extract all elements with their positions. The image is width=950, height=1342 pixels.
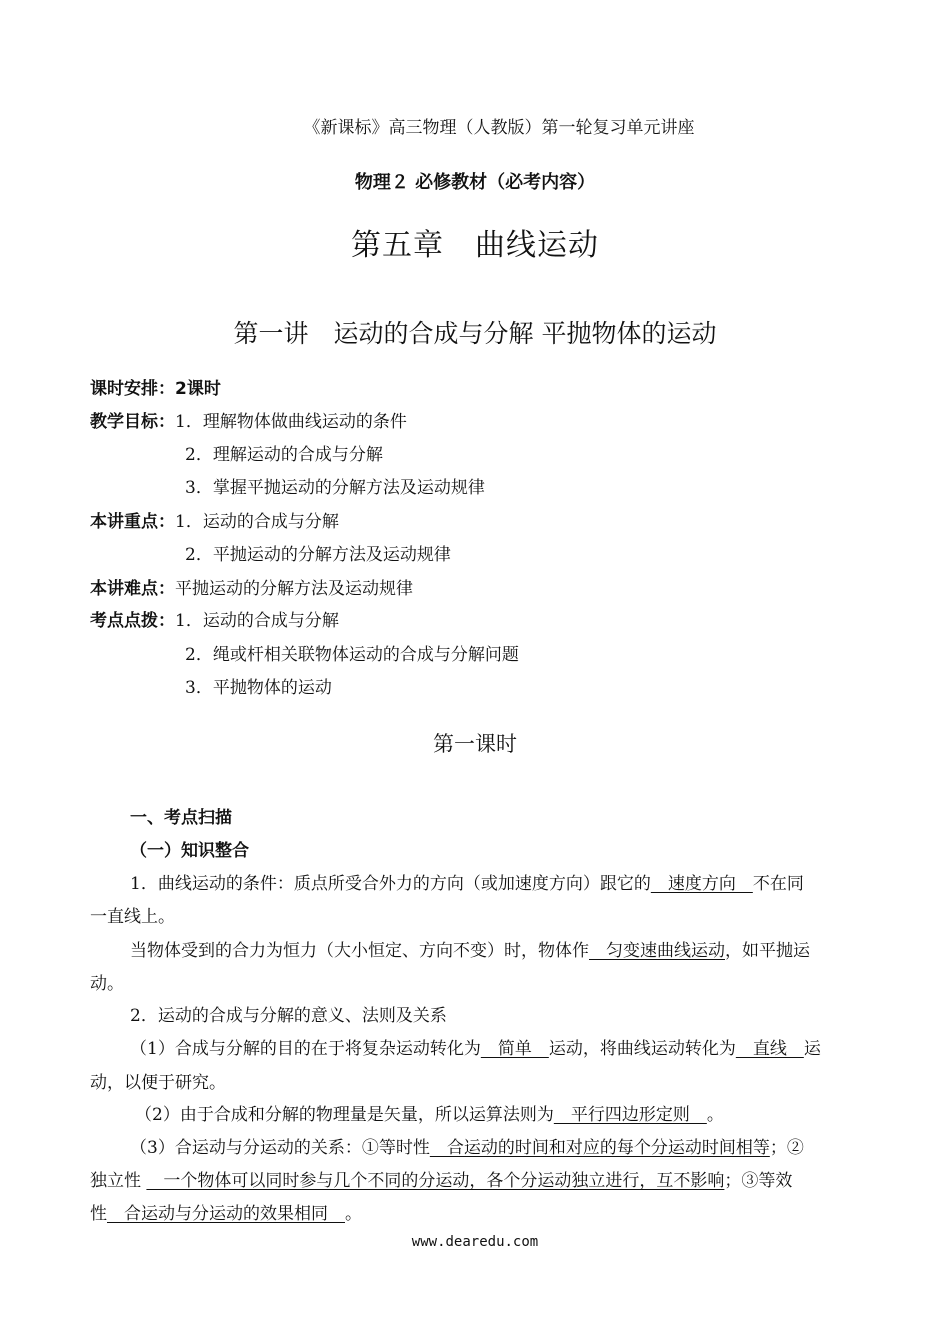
text-span: （2）由于合成和分解的物理量是矢量，所以运算法则为 <box>135 1105 554 1125</box>
paragraph-line <box>130 1133 804 1158</box>
paragraph-line <box>130 1034 821 1059</box>
points-label: 考点点拨： <box>90 611 175 631</box>
paragraph-line <box>130 936 810 961</box>
subsection-heading: （一）知识整合 <box>130 841 249 861</box>
focus-item: 2．平抛运动的分解方法及运动规律 <box>185 545 451 565</box>
paragraph-line: 2．运动的合成与分解的意义、法则及关系 <box>130 1006 447 1026</box>
difficulty-row <box>90 574 413 599</box>
lecture-title: 第一讲 运动的合成与分解 平抛物体的运动 <box>233 319 717 348</box>
answer-blank: 合运动的时间和对应的每个分运动时间相等 <box>429 1138 770 1158</box>
answer-blank: 匀变速曲线运动 <box>589 941 725 961</box>
difficulty-text: 平抛运动的分解方法及运动规律 <box>175 579 413 599</box>
lesson-title: 第一课时 <box>433 732 517 756</box>
answer-blank: 速度方向 <box>650 874 753 894</box>
text-span: ；③等效 <box>724 1171 793 1191</box>
text-span: ；② <box>769 1138 804 1158</box>
point-item: 2．绳或杆相关联物体运动的合成与分解问题 <box>185 645 519 665</box>
focus-item: 1．运动的合成与分解 <box>175 512 339 532</box>
schedule-value: 2课时 <box>175 379 221 399</box>
text-span: ，如平抛运 <box>725 941 810 961</box>
point-item: 3．平抛物体的运动 <box>185 678 332 698</box>
text-span: 运动，将曲线运动转化为 <box>548 1039 736 1059</box>
text-span: 。 <box>706 1105 724 1125</box>
schedule-label: 课时安排： <box>90 379 175 399</box>
text-span: 。 <box>345 1204 362 1224</box>
subject-title: 物理２ 必修教材（必考内容） <box>354 172 596 193</box>
footer-url: www.dearedu.com <box>411 1234 539 1250</box>
text-span: （1）合成与分解的目的在于将复杂运动转化为 <box>130 1039 481 1059</box>
point-item: 1．运动的合成与分解 <box>175 611 339 631</box>
paragraph-line: 动，以便于研究。 <box>90 1073 226 1093</box>
answer-blank: 简单 <box>480 1039 549 1059</box>
text-span: 不在同 <box>752 874 804 894</box>
text-span: 独立性 <box>90 1171 147 1191</box>
focus-row <box>90 507 339 532</box>
goal-item: 1．理解物体做曲线运动的条件 <box>175 412 407 432</box>
paragraph-line <box>135 1100 724 1125</box>
series-title: 《新课标》高三物理（人教版）第一轮复习单元讲座 <box>303 118 695 138</box>
text-span: 当物体受到的合力为恒力（大小恒定、方向不变）时，物体作 <box>130 941 589 961</box>
section-heading: 一、考点扫描 <box>130 808 232 828</box>
text-span: 运 <box>803 1039 821 1059</box>
difficulty-label: 本讲难点： <box>90 579 175 599</box>
paragraph-line <box>90 1199 362 1224</box>
answer-blank: 合运动与分运动的效果相同 <box>107 1204 345 1224</box>
answer-blank: 直线 <box>735 1039 804 1059</box>
goals-row <box>90 407 407 432</box>
paragraph-line <box>90 1166 792 1191</box>
chapter-title: 第五章 曲线运动 <box>351 228 599 263</box>
goal-item: 2．理解运动的合成与分解 <box>185 445 383 465</box>
answer-blank: 平行四边形定则 <box>553 1105 707 1125</box>
points-row <box>90 606 339 631</box>
answer-blank: 一个物体可以同时参与几个不同的分运动，各个分运动独立进行，互不影响 <box>146 1171 725 1191</box>
goals-label: 教学目标： <box>90 412 175 432</box>
paragraph-line <box>130 869 804 894</box>
paragraph-line: 一直线上。 <box>90 907 175 927</box>
schedule-row <box>90 374 221 399</box>
text-span: （3）合运动与分运动的关系：①等时性 <box>130 1138 430 1158</box>
text-span: 1．曲线运动的条件：质点所受合外力的方向（或加速度方向）跟它的 <box>130 874 651 894</box>
text-span: 性 <box>90 1204 107 1224</box>
goal-item: 3．掌握平抛运动的分解方法及运动规律 <box>185 478 485 498</box>
focus-label: 本讲重点： <box>90 512 175 532</box>
paragraph-line: 动。 <box>90 974 124 994</box>
